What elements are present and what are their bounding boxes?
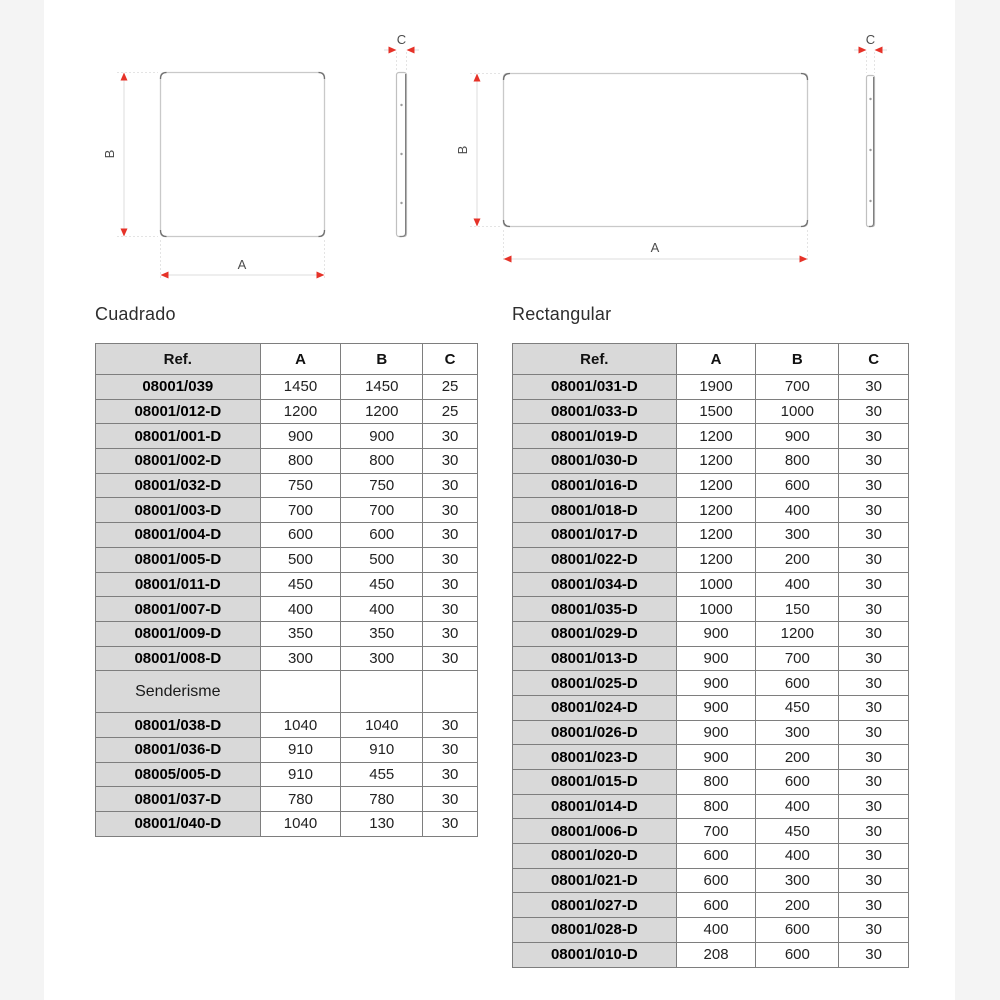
square-height-label: B (102, 149, 117, 159)
value-cell: 500 (260, 547, 341, 572)
value-cell: 1200 (756, 621, 839, 646)
value-cell: 400 (676, 918, 756, 943)
rectangular-table-title: Rectangular (512, 304, 612, 324)
value-cell: 30 (423, 572, 478, 597)
value-cell: 900 (676, 646, 756, 671)
value-cell: 30 (839, 547, 909, 572)
table-row (96, 399, 478, 424)
table-row (96, 375, 478, 400)
rectangular-panel-face (504, 74, 808, 227)
value-cell: 700 (756, 375, 839, 400)
value-cell: 800 (676, 770, 756, 795)
value-cell: 30 (839, 597, 909, 622)
value-cell: 600 (341, 523, 423, 548)
value-cell: 900 (676, 695, 756, 720)
value-cell: 1040 (260, 713, 341, 738)
ref-cell: 08001/003-D (96, 498, 261, 523)
value-cell: 900 (756, 424, 839, 449)
table-row (513, 399, 909, 424)
ref-cell: 08001/006-D (513, 819, 677, 844)
value-cell: 900 (676, 671, 756, 696)
value-cell: 1450 (260, 375, 341, 400)
ref-cell: 08001/034-D (513, 572, 677, 597)
table-row (513, 523, 909, 548)
ref-cell: 08001/002-D (96, 449, 261, 474)
ref-cell: 08001/028-D (513, 918, 677, 943)
ref-cell: 08001/001-D (96, 424, 261, 449)
value-cell: 1000 (676, 572, 756, 597)
value-cell: 30 (839, 399, 909, 424)
ref-cell: 08001/035-D (513, 597, 677, 622)
ref-cell: 08001/013-D (513, 646, 677, 671)
table-row (513, 449, 909, 474)
value-cell: 600 (756, 942, 839, 967)
spec-table (95, 343, 478, 837)
value-cell: 780 (341, 787, 423, 812)
square-panel-drawing (102, 32, 419, 279)
value-cell: 910 (260, 762, 341, 787)
ref-cell: 08001/011-D (96, 572, 261, 597)
value-cell: 1900 (676, 375, 756, 400)
ref-cell: 08005/005-D (96, 762, 261, 787)
value-cell: 800 (756, 449, 839, 474)
ref-cell: 08001/032-D (96, 473, 261, 498)
table-row (513, 473, 909, 498)
value-cell: 30 (839, 794, 909, 819)
table-row (513, 918, 909, 943)
ref-cell: 08001/010-D (513, 942, 677, 967)
value-cell: 1500 (676, 399, 756, 424)
value-cell: 900 (676, 621, 756, 646)
ref-cell: 08001/027-D (513, 893, 677, 918)
column-header-ref: Ref. (96, 344, 261, 375)
value-cell: 30 (423, 547, 478, 572)
value-cell: 30 (839, 671, 909, 696)
value-cell: 30 (423, 762, 478, 787)
value-cell: 30 (839, 523, 909, 548)
ref-cell: 08001/020-D (513, 844, 677, 869)
value-cell: 30 (839, 720, 909, 745)
table-row (513, 572, 909, 597)
value-cell: 800 (260, 449, 341, 474)
table-row (96, 572, 478, 597)
ref-cell: 08001/039 (96, 375, 261, 400)
table-row (513, 695, 909, 720)
ref-cell: 08001/019-D (513, 424, 677, 449)
column-header-a: A (260, 344, 341, 375)
value-cell: 30 (423, 523, 478, 548)
table-row (513, 671, 909, 696)
value-cell: 1200 (341, 399, 423, 424)
empty-cell (260, 671, 341, 713)
value-cell: 500 (341, 547, 423, 572)
value-cell: 1450 (341, 375, 423, 400)
value-cell: 1040 (341, 713, 423, 738)
value-cell: 30 (839, 449, 909, 474)
section-heading: Senderisme (96, 671, 261, 713)
rectangular-thickness-label: C (865, 32, 876, 47)
rectangular-panel-drawing (455, 32, 887, 263)
value-cell: 200 (756, 893, 839, 918)
value-cell: 600 (676, 893, 756, 918)
value-cell: 30 (839, 893, 909, 918)
ref-cell: 08001/008-D (96, 646, 261, 671)
value-cell: 1000 (676, 597, 756, 622)
value-cell: 455 (341, 762, 423, 787)
ref-cell: 08001/017-D (513, 523, 677, 548)
table-row (513, 597, 909, 622)
value-cell: 200 (756, 745, 839, 770)
spec-table (512, 343, 909, 968)
value-cell: 30 (839, 844, 909, 869)
value-cell: 600 (756, 770, 839, 795)
value-cell: 25 (423, 375, 478, 400)
empty-cell (423, 671, 478, 713)
table-row (513, 424, 909, 449)
ref-cell: 08001/018-D (513, 498, 677, 523)
ref-cell: 08001/038-D (96, 713, 261, 738)
value-cell: 30 (839, 375, 909, 400)
value-cell: 600 (756, 671, 839, 696)
table-row (96, 449, 478, 474)
ref-cell: 08001/015-D (513, 770, 677, 795)
value-cell: 700 (260, 498, 341, 523)
value-cell: 25 (423, 399, 478, 424)
ref-cell: 08001/029-D (513, 621, 677, 646)
value-cell: 700 (341, 498, 423, 523)
ref-cell: 08001/012-D (96, 399, 261, 424)
ref-cell: 08001/026-D (513, 720, 677, 745)
dimension-drawings (0, 0, 1000, 300)
column-header-b: B (756, 344, 839, 375)
value-cell: 30 (423, 498, 478, 523)
value-cell: 910 (341, 737, 423, 762)
value-cell: 600 (676, 868, 756, 893)
value-cell: 30 (839, 819, 909, 844)
column-header-c: C (839, 344, 909, 375)
table-row (96, 523, 478, 548)
table-row (513, 498, 909, 523)
value-cell: 300 (756, 720, 839, 745)
ref-cell: 08001/040-D (96, 812, 261, 837)
value-cell: 208 (676, 942, 756, 967)
value-cell: 350 (260, 621, 341, 646)
value-cell: 750 (260, 473, 341, 498)
value-cell: 400 (756, 794, 839, 819)
ref-cell: 08001/036-D (96, 737, 261, 762)
value-cell: 400 (756, 844, 839, 869)
value-cell: 700 (756, 646, 839, 671)
column-header-c: C (423, 344, 478, 375)
value-cell: 900 (676, 745, 756, 770)
value-cell: 30 (839, 918, 909, 943)
table-row (96, 812, 478, 837)
value-cell: 450 (756, 819, 839, 844)
value-cell: 30 (423, 621, 478, 646)
header-row (96, 344, 478, 375)
value-cell: 30 (839, 770, 909, 795)
table-row (513, 720, 909, 745)
table-row (96, 762, 478, 787)
table-row (513, 794, 909, 819)
value-cell: 450 (756, 695, 839, 720)
header-row (513, 344, 909, 375)
value-cell: 700 (676, 819, 756, 844)
square-panel-face (161, 73, 325, 237)
value-cell: 150 (756, 597, 839, 622)
section-heading-row (96, 671, 478, 713)
table-row (513, 547, 909, 572)
value-cell: 400 (756, 498, 839, 523)
value-cell: 30 (423, 449, 478, 474)
table-row (513, 745, 909, 770)
value-cell: 400 (341, 597, 423, 622)
value-cell: 800 (676, 794, 756, 819)
value-cell: 750 (341, 473, 423, 498)
ref-cell: 08001/014-D (513, 794, 677, 819)
value-cell: 30 (839, 621, 909, 646)
ref-cell: 08001/024-D (513, 695, 677, 720)
value-cell: 30 (839, 646, 909, 671)
value-cell: 1200 (676, 547, 756, 572)
value-cell: 1200 (260, 399, 341, 424)
ref-cell: 08001/031-D (513, 375, 677, 400)
value-cell: 30 (839, 473, 909, 498)
table-row (96, 473, 478, 498)
value-cell: 600 (756, 918, 839, 943)
cuadrado-table-title: Cuadrado (95, 304, 176, 324)
value-cell: 800 (341, 449, 423, 474)
square-thickness-label: C (396, 32, 407, 47)
table-row (96, 424, 478, 449)
value-cell: 200 (756, 547, 839, 572)
ref-cell: 08001/021-D (513, 868, 677, 893)
value-cell: 780 (260, 787, 341, 812)
value-cell: 30 (423, 737, 478, 762)
value-cell: 30 (839, 868, 909, 893)
ref-cell: 08001/005-D (96, 547, 261, 572)
table-row (513, 844, 909, 869)
cuadrado-table-container (95, 343, 478, 837)
ref-cell: 08001/009-D (96, 621, 261, 646)
value-cell: 900 (676, 720, 756, 745)
table-row (96, 737, 478, 762)
value-cell: 600 (756, 473, 839, 498)
table-row (513, 375, 909, 400)
value-cell: 30 (423, 713, 478, 738)
value-cell: 30 (839, 572, 909, 597)
ref-cell: 08001/023-D (513, 745, 677, 770)
ref-cell: 08001/007-D (96, 597, 261, 622)
value-cell: 30 (839, 942, 909, 967)
table-row (513, 819, 909, 844)
rectangular-width-label: A (650, 240, 660, 255)
value-cell: 910 (260, 737, 341, 762)
value-cell: 1200 (676, 473, 756, 498)
value-cell: 1200 (676, 424, 756, 449)
table-row (96, 787, 478, 812)
value-cell: 130 (341, 812, 423, 837)
table-row (513, 646, 909, 671)
table-row (513, 770, 909, 795)
value-cell: 450 (260, 572, 341, 597)
value-cell: 600 (260, 523, 341, 548)
table-row (96, 713, 478, 738)
value-cell: 900 (260, 424, 341, 449)
value-cell: 30 (423, 424, 478, 449)
table-row (513, 942, 909, 967)
table-row (513, 868, 909, 893)
value-cell: 30 (423, 597, 478, 622)
ref-cell: 08001/037-D (96, 787, 261, 812)
value-cell: 30 (839, 695, 909, 720)
table-row (96, 646, 478, 671)
value-cell: 300 (756, 523, 839, 548)
value-cell: 400 (260, 597, 341, 622)
table-row (513, 621, 909, 646)
empty-cell (341, 671, 423, 713)
table-row (96, 597, 478, 622)
ref-cell: 08001/004-D (96, 523, 261, 548)
value-cell: 600 (676, 844, 756, 869)
value-cell: 450 (341, 572, 423, 597)
value-cell: 900 (341, 424, 423, 449)
table-row (96, 547, 478, 572)
rectangular-height-label: B (455, 145, 470, 155)
ref-cell: 08001/025-D (513, 671, 677, 696)
value-cell: 1200 (676, 523, 756, 548)
column-header-ref: Ref. (513, 344, 677, 375)
rectangular-table-block (512, 304, 909, 968)
value-cell: 30 (839, 424, 909, 449)
value-cell: 1040 (260, 812, 341, 837)
table-row (513, 893, 909, 918)
column-header-b: B (341, 344, 423, 375)
value-cell: 300 (341, 646, 423, 671)
value-cell: 350 (341, 621, 423, 646)
value-cell: 1200 (676, 449, 756, 474)
value-cell: 400 (756, 572, 839, 597)
value-cell: 30 (839, 498, 909, 523)
value-cell: 30 (839, 745, 909, 770)
value-cell: 30 (423, 787, 478, 812)
table-row (96, 621, 478, 646)
ref-cell: 08001/033-D (513, 399, 677, 424)
ref-cell: 08001/022-D (513, 547, 677, 572)
value-cell: 1000 (756, 399, 839, 424)
table-row (96, 498, 478, 523)
square-width-label: A (237, 257, 247, 272)
value-cell: 300 (756, 868, 839, 893)
value-cell: 30 (423, 646, 478, 671)
value-cell: 30 (423, 812, 478, 837)
value-cell: 1200 (676, 498, 756, 523)
rectangular-table-container (512, 343, 909, 968)
ref-cell: 08001/030-D (513, 449, 677, 474)
value-cell: 300 (260, 646, 341, 671)
value-cell: 30 (423, 473, 478, 498)
column-header-a: A (676, 344, 756, 375)
ref-cell: 08001/016-D (513, 473, 677, 498)
cuadrado-table-block (95, 304, 478, 837)
